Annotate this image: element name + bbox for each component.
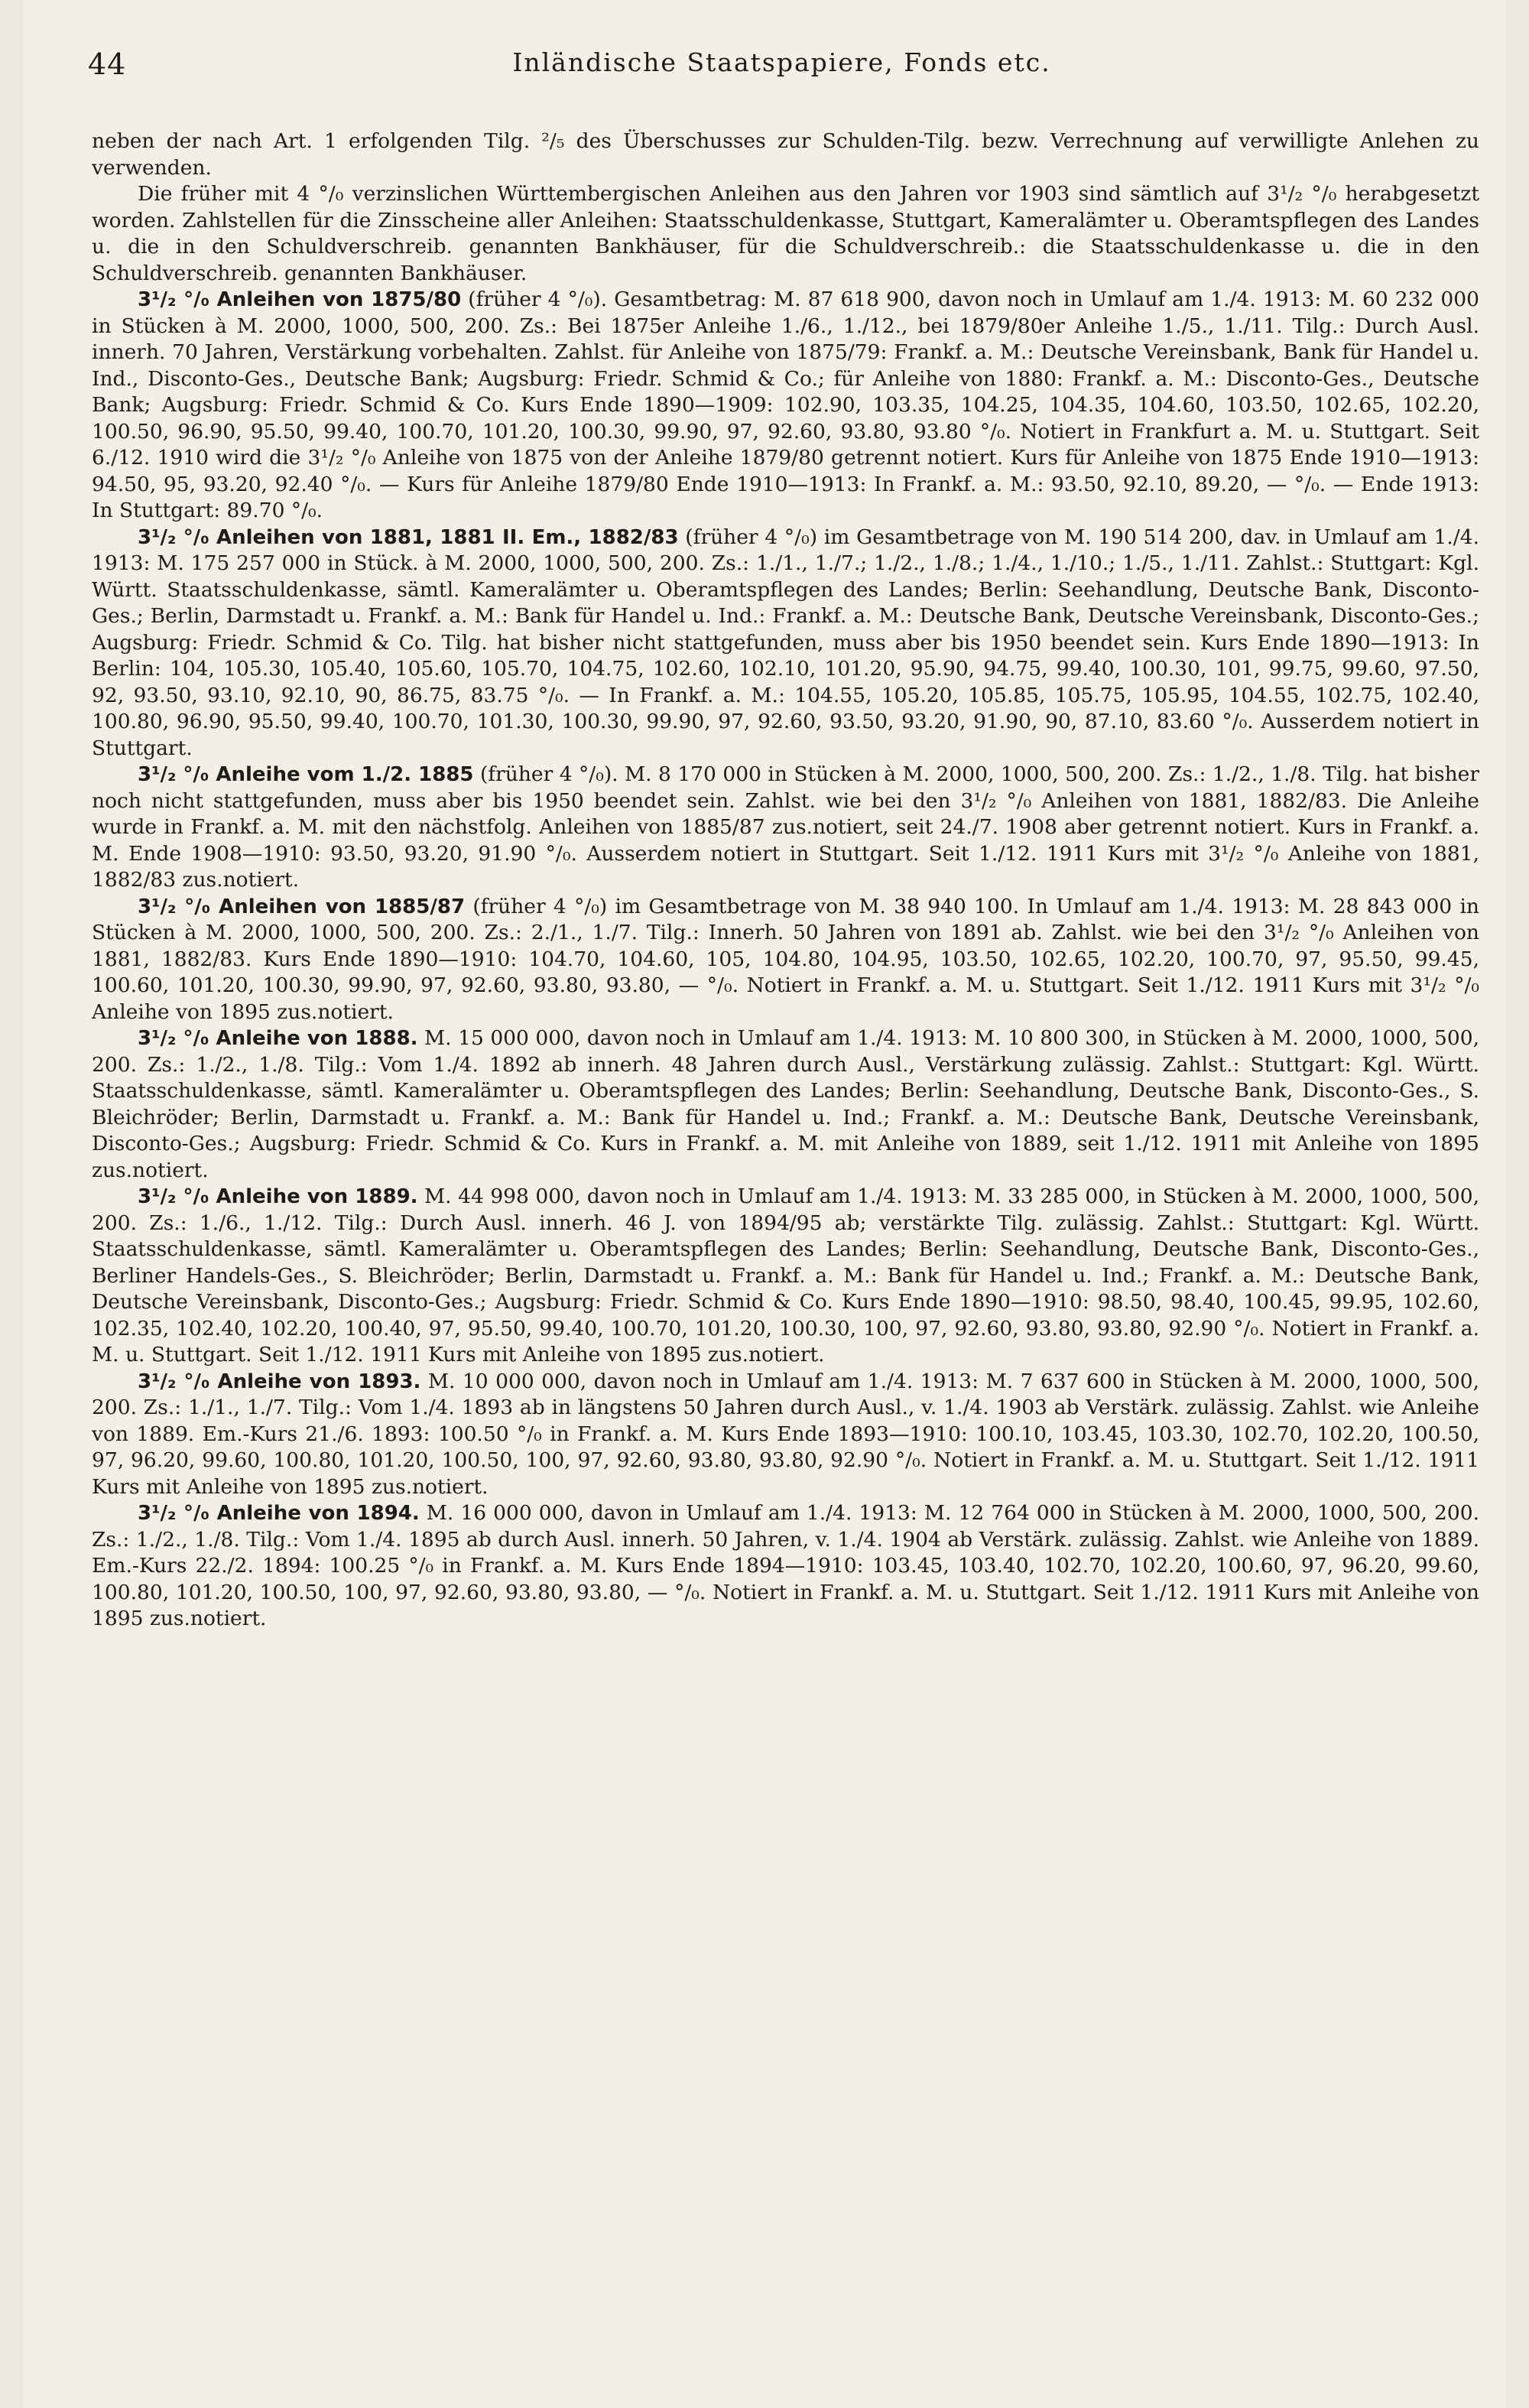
body-text xyxy=(92,128,1479,1633)
loan-1888-heading: 3¹/₂ °/₀ Anleihe von 1888. xyxy=(138,1027,418,1050)
loan-1889 xyxy=(92,1184,1479,1369)
loan-1885-heading: 3¹/₂ °/₀ Anleihe vom 1./2. 1885 xyxy=(138,763,474,786)
loan-1885-87-text: (früher 4 °/₀) im Gesamtbetrage von M. 38 940 100. In Umlauf am 1./4. 1913: M. 28 843 000 in Stücken à M. 2000, 1000, 500, 200. Zs.: 2./1., 1./7. Tilg.: Innerh. 50 Jahren von 1891 ab. Zahlst. wie bei den 3¹/₂ °/₀ Anleihen von 1881, 1882/83. Kurs Ende 1890—1910: 104.70, 104.60, 105, 104.80, 104.95, 103.50, 102.65, 102.20, 100.70, 97, 95.50, 99.45, 100.60, 101.20, 100.30, 99.90, 97, 92.60, 93.80, 93.80, — °/₀. Notiert in Frankf. a. M. u. Stuttgart. Seit 1./12. 1911 Kurs mit 3¹/₂ °/₀ Anleihe von 1895 zus.notiert. xyxy=(92,894,1480,1024)
page-number: 44 xyxy=(88,47,127,81)
loan-1875-80-heading: 3¹/₂ °/₀ Anleihen von 1875/80 xyxy=(138,288,462,311)
loan-1894-text: M. 16 000 000, davon in Umlauf am 1./4. 1913: M. 12 764 000 in Stücken à M. 2000, 1000, 500, 200. Zs.: 1./2., 1./8. Tilg.: Vom 1./4. 1895 ab durch Ausl. innerh. 50 Jahren, v. 1./4. 1904 ab Verstärk. zulässig. Zahlst. wie Anleihe von 1889. Em.-Kurs 22./2. 1894: 100.25 °/₀ in Frankf. a. M. Kurs Ende 1894—1910: 103.45, 103.40, 102.70, 102.20, 100.60, 97, 96.20, 99.60, 100.80, 101.20, 100.50, 100, 97, 92.60, 93.80, 93.80, — °/₀. Notiert in Frankf. a. M. u. Stuttgart. Seit 1./12. 1911 Kurs mit Anleihe von 1895 zus.notiert. xyxy=(92,1501,1479,1630)
loan-1889-heading: 3¹/₂ °/₀ Anleihe von 1889. xyxy=(138,1185,418,1208)
loan-1889-text: M. 44 998 000, davon noch in Umlauf am 1./4. 1913: M. 33 285 000, in Stücken à M. 2000, 1000, 500, 200. Zs.: 1./6., 1./12. Tilg.: Durch Ausl. innerh. 46 J. von 1894/95 ab; verstärkte Tilg. zulässig. Zahlst.: Stuttgart: Kgl. Württ. Staatsschuldenkasse, sämtl. Kameralämter u. Oberamtspflegen des Landes; Berlin: Seehandlung, Deutsche Bank, Disconto-Ges., Berliner Handels-Ges., S. Bleichröder; Berlin, Darmstadt u. Frankf. a. M.: Bank für Handel u. Ind.; Frankf. a. M.: Deutsche Bank, Deutsche Vereinsbank, Disconto-Ges.; Augsburg: Friedr. Schmid & Co. Kurs Ende 1890—1910: 98.50, 98.40, 100.45, 99.95, 102.60, 102.35, 102.40, 102.20, 100.40, 97, 95.50, 99.40, 100.70, 101.20, 100.30, 100, 97, 92.60, 93.80, 93.80, 92.90 °/₀. Notiert in Frankf. a. M. u. Stuttgart. Seit 1./12. 1911 Kurs mit Anleihe von 1895 zus.notiert. xyxy=(92,1185,1479,1366)
loan-1894-heading: 3¹/₂ °/₀ Anleihe von 1894. xyxy=(138,1502,420,1525)
loan-1893 xyxy=(92,1369,1479,1501)
paragraph-1-text: neben der nach Art. 1 erfolgenden Tilg. ²/₅ des Überschusses zur Schulden-Tilg. bezw. Verrechnung auf verwilligte Anlehen zu verwenden. xyxy=(92,129,1479,180)
document-page xyxy=(23,0,1506,2408)
loan-1881-1882-83-text: (früher 4 °/₀) im Gesamtbetrage von M. 190 514 200, dav. in Umlauf am 1./4. 1913: M. 175 257 000 in Stück. à M. 2000, 1000, 500, 200. Zs.: 1./1., 1./7.; 1./2., 1./8.; 1./4., 1./10.; 1./5., 1./11. Zahlst.: Stuttgart: Kgl. Württ. Staatsschuldenkasse, sämtl. Kameralämter u. Oberamtspflegen des Landes; Berlin: Seehandlung, Deutsche Bank, Disconto-Ges.; Berlin, Darmstadt u. Frankf. a. M.: Bank für Handel u. Ind.: Frankf. a. M.: Deutsche Bank, Deutsche Vereinsbank, Disconto-Ges.; Augsburg: Friedr. Schmid & Co. Tilg. hat bisher nicht stattgefunden, muss aber bis 1950 beendet sein. Kurs Ende 1890—1913: In Berlin: 104, 105.30, 105.40, 105.60, 105.70, 104.75, 102.60, 102.10, 101.20, 95.90, 94.75, 99.40, 100.30, 101, 99.75, 99.60, 97.50, 92, 93.50, 93.10, 92.10, 90, 86.75, 83.75 °/₀. — In Frankf. a. M.: 104.55, 105.20, 105.85, 105.75, 105.95, 104.55, 102.75, 102.40, 100.80, 96.90, 95.50, 99.40, 100.70, 101.30, 100.30, 99.90, 97, 92.60, 93.50, 93.20, 91.90, 90, 87.10, 83.60 °/₀. Ausserdem notiert in Stuttgart. xyxy=(92,525,1480,760)
paragraph-1 xyxy=(92,128,1479,181)
loan-1888-text: M. 15 000 000, davon noch in Umlauf am 1./4. 1913: M. 10 800 300, in Stücken à M. 2000, 1000, 500, 200. Zs.: 1./2., 1./8. Tilg.: Vom 1./4. 1892 ab innerh. 48 Jahren durch Ausl., Verstärkung zulässig. Zahlst.: Stuttgart: Kgl. Württ. Staatsschuldenkasse, sämtl. Kameralämter u. Oberamtspflegen des Landes; Berlin: Seehandlung, Deutsche Bank, Disconto-Ges., S. Bleichröder; Berlin, Darmstadt u. Frankf. a. M.: Bank für Handel u. Ind.; Frankf. a. M.: Deutsche Bank, Deutsche Vereinsbank, Disconto-Ges.; Augsburg: Friedr. Schmid & Co. Kurs in Frankf. a. M. mit Anleihe von 1889, seit 1./12. 1911 mit Anleihe von 1895 zus.notiert. xyxy=(92,1026,1479,1182)
loan-1893-heading: 3¹/₂ °/₀ Anleihe von 1893. xyxy=(138,1370,421,1393)
loan-1881-1882-83-heading: 3¹/₂ °/₀ Anleihen von 1881, 1881 II. Em., 1882/83 xyxy=(138,525,679,549)
loan-1885-87-heading: 3¹/₂ °/₀ Anleihen von 1885/87 xyxy=(138,895,466,918)
loan-1893-text: M. 10 000 000, davon noch in Umlauf am 1./4. 1913: M. 7 637 600 in Stücken à M. 2000, 1000, 500, 200. Zs.: 1./1., 1./7. Tilg.: Vom 1./4. 1893 ab in längstens 50 Jahren durch Ausl., v. 1./4. 1903 ab Verstärk. zulässig. Zahlst. wie Anleihe von 1889. Em.-Kurs 21./6. 1893: 100.50 °/₀ in Frankf. a. M. Kurs Ende 1893—1910: 100.10, 103.45, 103.30, 102.70, 102.20, 100.50, 97, 96.20, 99.60, 100.80, 101.20, 100.50, 100, 97, 92.60, 93.80, 93.80, 92.90 °/₀. Notiert in Frankf. a. M. u. Stuttgart. Seit 1./12. 1911 Kurs mit Anleihe von 1895 zus.notiert. xyxy=(92,1369,1479,1499)
paragraph-2 xyxy=(92,181,1479,287)
loan-1885-87 xyxy=(92,894,1479,1026)
page-header xyxy=(88,47,1475,93)
loan-1885 xyxy=(92,762,1479,894)
loan-1894 xyxy=(92,1500,1479,1633)
paragraph-2-text: Die früher mit 4 °/₀ verzinslichen Württembergischen Anleihen aus den Jahren vor 1903 sind sämtlich auf 3¹/₂ °/₀ herabgesetzt worden. Zahlstellen für die Zinsscheine aller Anleihen: Staatsschuldenkasse, Stuttgart, Kameralämter u. Oberamtspflegen des Landes u. die in den Schuldverschreib. genannten Bankhäuser, für die Schuldverschreib.: die Staatsschuldenkasse u. die in den Schuldverschreib. genannten Bankhäuser. xyxy=(92,182,1479,285)
loan-1888 xyxy=(92,1025,1479,1184)
loan-1881-1882-83 xyxy=(92,525,1479,762)
loan-1875-80 xyxy=(92,287,1479,525)
running-title: Inländische Staatspapiere, Fonds etc. xyxy=(512,47,1051,77)
loan-1885-text: (früher 4 °/₀). M. 8 170 000 in Stücken à M. 2000, 1000, 500, 200. Zs.: 1./2., 1./8. Tilg. hat bisher noch nicht stattgefunden, muss aber bis 1950 beendet sein. Zahlst. wie bei den 3¹/₂ °/₀ Anleihen von 1881, 1882/83. Die Anleihe wurde in Frankf. a. M. mit den nächstfolg. Anleihen von 1885/87 zus.notiert, seit 24./7. 1908 aber getrennt notiert. Kurs in Frankf. a. M. Ende 1908—1910: 93.50, 93.20, 91.90 °/₀. Ausserdem notiert in Stuttgart. Seit 1./12. 1911 Kurs mit 3¹/₂ °/₀ Anleihe von 1881, 1882/83 zus.notiert. xyxy=(92,762,1479,892)
loan-1875-80-text: (früher 4 °/₀). Gesamtbetrag: M. 87 618 900, davon noch in Umlauf am 1./4. 1913: M. 60 232 000 in Stücken à M. 2000, 1000, 500, 200. Zs.: Bei 1875er Anleihe 1./6., 1./12., bei 1879/80er Anleihe 1./5., 1./11. Tilg.: Durch Ausl. innerh. 70 Jahren, Verstärkung vorbehalten. Zahlst. für Anleihe von 1875/79: Frankf. a. M.: Deutsche Vereinsbank, Bank für Handel u. Ind., Disconto-Ges., Deutsche Bank; Augsburg: Friedr. Schmid & Co.; für Anleihe von 1880: Frankf. a. M.: Disconto-Ges., Deutsche Bank; Augsburg: Friedr. Schmid & Co. Kurs Ende 1890—1909: 102.90, 103.35, 104.25, 104.35, 104.60, 103.50, 102.65, 102.20, 100.50, 96.90, 95.50, 99.40, 100.70, 101.20, 100.30, 99.90, 97, 92.60, 93.80, 93.80 °/₀. Notiert in Frankfurt a. M. u. Stuttgart. Seit 6./12. 1910 wird die 3¹/₂ °/₀ Anleihe von 1875 von der Anleihe 1879/80 getrennt notiert. Kurs für Anleihe von 1875 Ende 1910—1913: 94.50, 95, 93.20, 92.40 °/₀. — Kurs für Anleihe 1879/80 Ende 1910—1913: In Frankf. a. M.: 93.50, 92.10, 89.20, — °/₀. — Ende 1913: In Stuttgart: 89.70 °/₀. xyxy=(92,288,1480,522)
